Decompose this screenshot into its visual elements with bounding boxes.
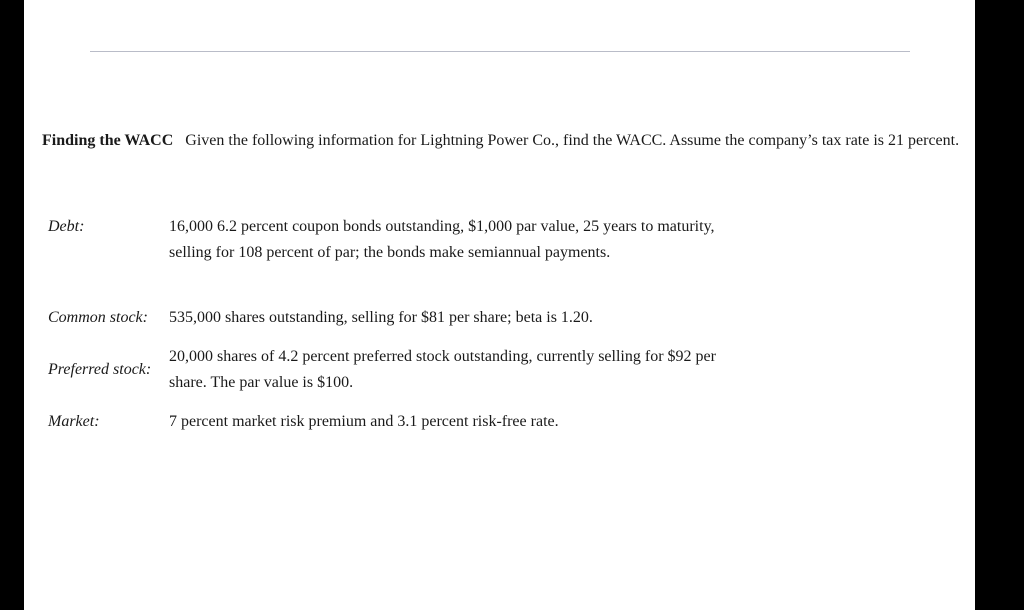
problem-heading: Finding the WACC	[42, 132, 174, 149]
problem-text: Given the following information for Lightning Power Co., find the WACC. Assume the company’s tax rate is 21 percent.	[185, 132, 960, 149]
debt-value: 16,000 6.2 percent coupon bonds outstanding, $1,000 par value, 25 years to maturity, selling for 108 percent of par; the bonds make semiannual payments.	[169, 218, 715, 261]
common-stock-value: 535,000 shares outstanding, selling for $81 per share; beta is 1.20.	[169, 309, 593, 326]
preferred-stock-label: Preferred stock:	[48, 361, 152, 378]
preferred-stock-value: 20,000 shares of 4.2 percent preferred stock outstanding, currently selling for $92 per share. The par value is $100.	[169, 348, 716, 391]
market-value: 7 percent market risk premium and 3.1 percent risk-free rate.	[169, 413, 559, 430]
document-page	[24, 0, 975, 610]
common-stock-label: Common stock:	[48, 309, 148, 326]
debt-label: Debt:	[48, 218, 85, 235]
market-label: Market:	[48, 413, 100, 430]
problem-statement	[42, 128, 962, 154]
top-divider	[90, 51, 910, 52]
